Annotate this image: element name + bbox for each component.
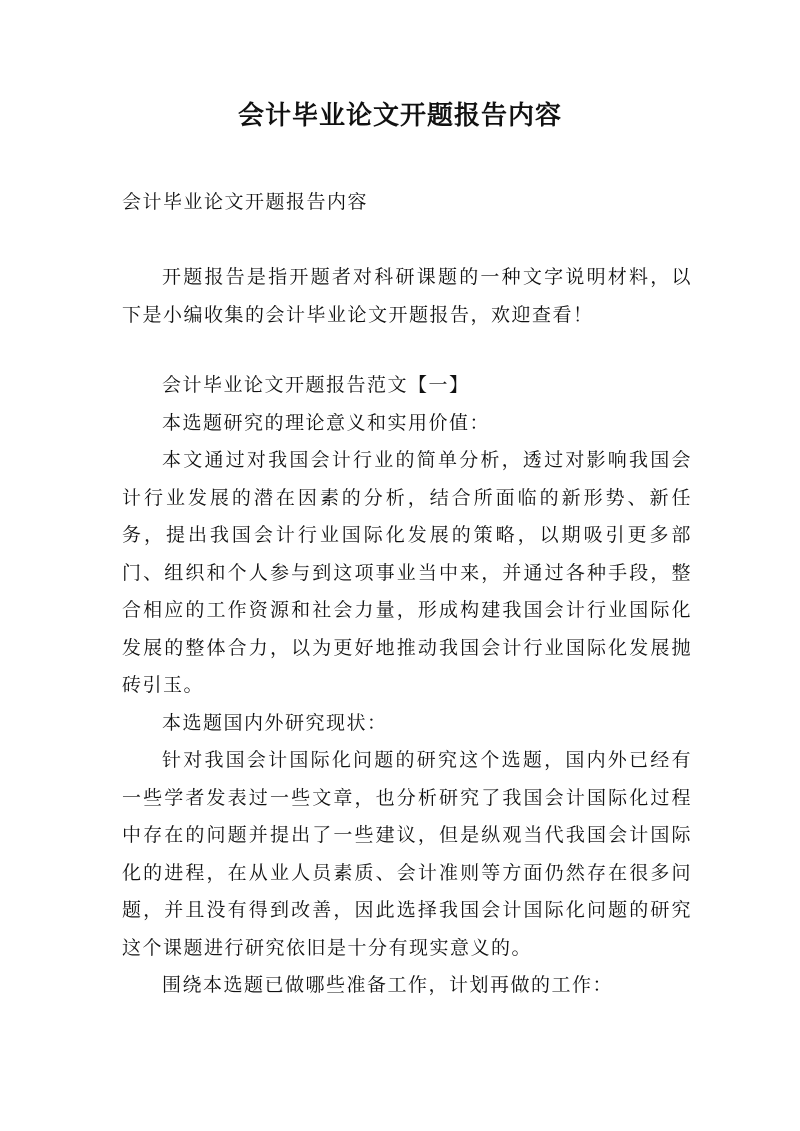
section-body-status: 针对我国会计国际化问题的研究这个选题，国内外已经有一些学者发表过一些文章，也分析研究了我国会计国际化过程中存在的问题并提出了一些建议，但是纵观当代我国会计国际化的进程，在从业人员素质、会计准则等方面仍然存在很多问题，并且没有得到改善，因此选择我国会计国际化问题的研究这个课题进行研究依旧是十分有现实意义的。 [122, 749, 692, 959]
document-body [122, 367, 692, 1005]
document-subtitle: 会计毕业论文开题报告内容 [122, 191, 369, 213]
page-title: 会计毕业论文开题报告内容 [237, 101, 562, 131]
intro-paragraph: 开题报告是指开题者对科研课题的一种文字说明材料，以下是小编收集的会计毕业论文开题报告，欢迎查看！ [122, 266, 692, 326]
section-heading-preparation: 围绕本选题已做哪些准备工作，计划再做的工作： [162, 974, 614, 996]
sample-heading: 会计毕业论文开题报告范文【一】 [162, 374, 470, 396]
section-heading-significance: 本选题研究的理论意义和实用价值： [162, 411, 491, 434]
section-body-significance: 本文通过对我国会计行业的简单分析，透过对影响我国会计行业发展的潜在因素的分析，结合所面临的新形势、新任务，提出我国会计行业国际化发展的策略，以期吸引更多部门、组织和个人参与到这项事业当中来，并通过各种手段，整合相应的工作资源和社会力量，形成构建我国会计行业国际化发展的整体合力，以为更好地推动我国会计行业国际化发展抛砖引玉。 [122, 449, 692, 696]
section-heading-status: 本选题国内外研究现状： [162, 711, 388, 734]
